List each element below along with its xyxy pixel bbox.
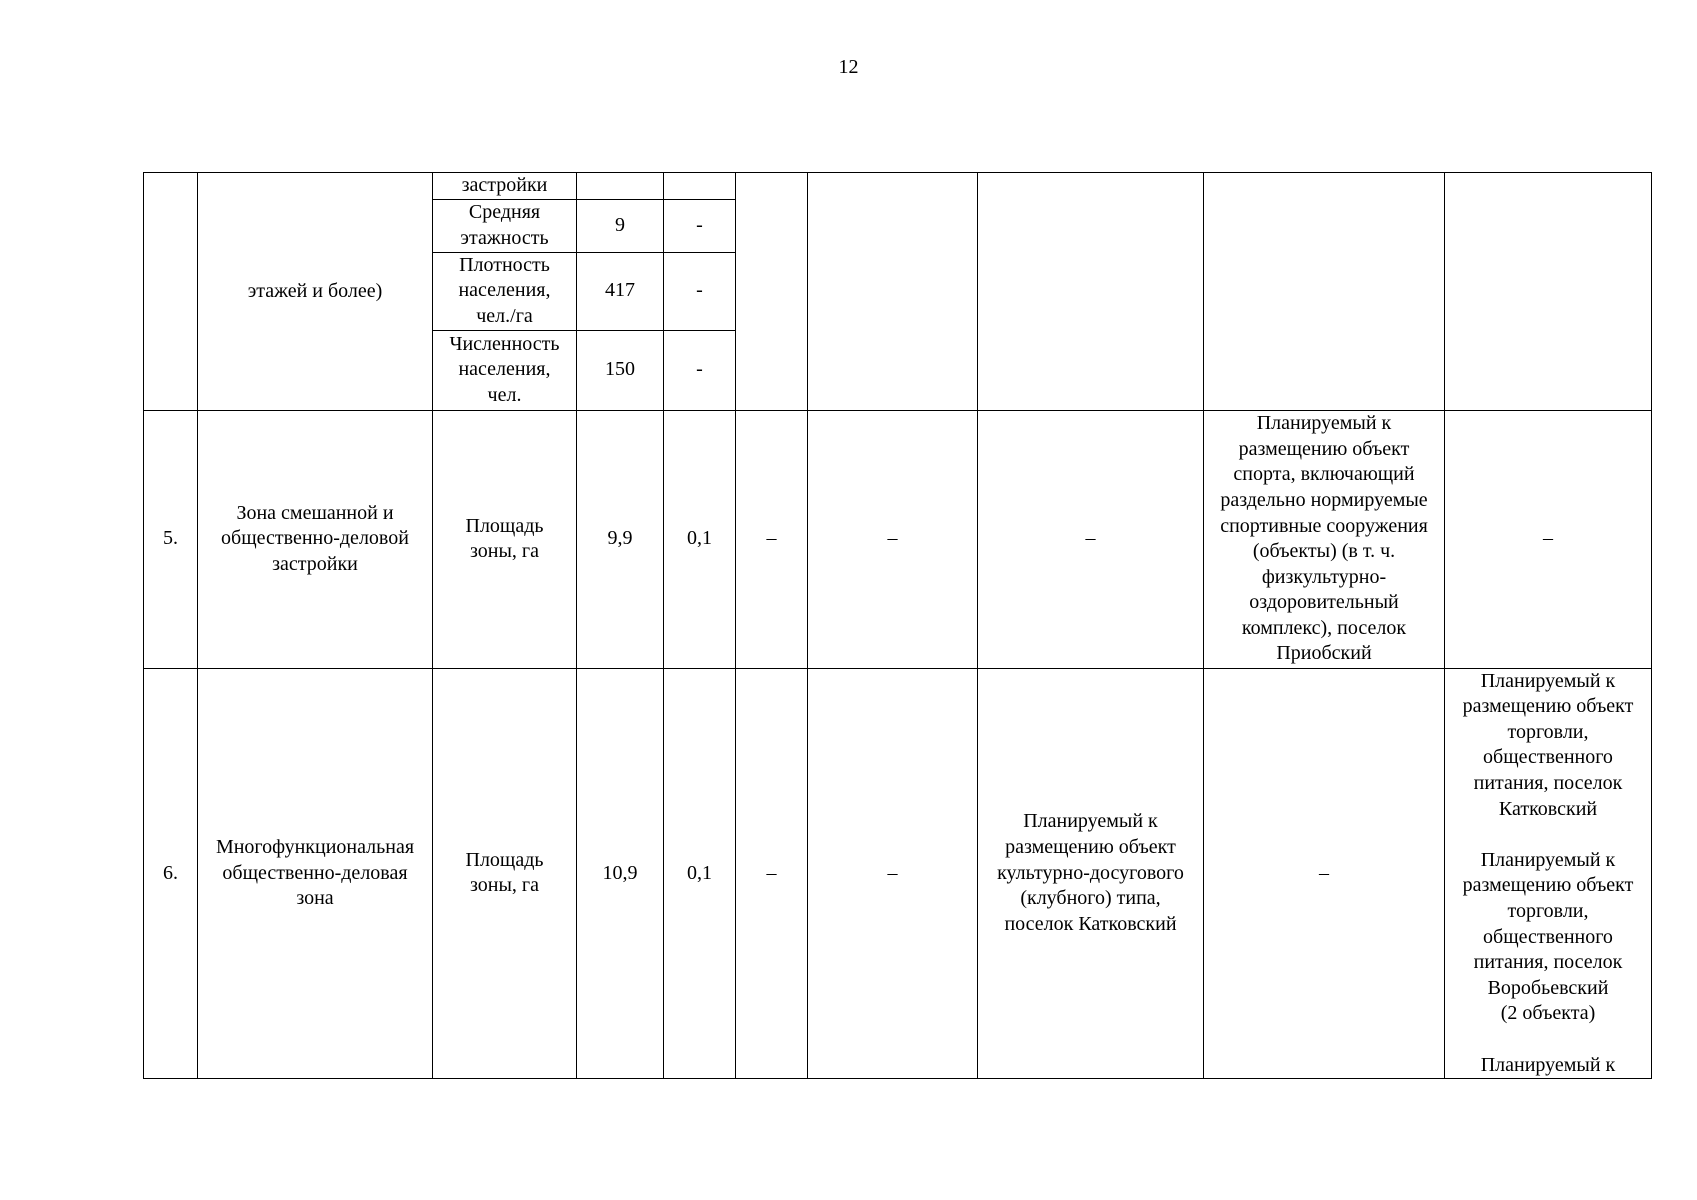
cell-c6: –: [736, 410, 808, 668]
cell-num: 6.: [144, 668, 198, 1079]
cell-extra: -: [664, 199, 736, 252]
cell-extra: -: [664, 252, 736, 330]
cell-c8: Планируемый к размещению объект культурно-досугового (клубного) типа, поселок Катковский: [978, 668, 1204, 1079]
cell-value: 10,9: [577, 668, 664, 1079]
cell-c8: –: [978, 410, 1204, 668]
cell-zone: Зона смешанной и общественно-деловой застройки: [198, 410, 433, 668]
cell-indicator: Плотность населения, чел./га: [433, 252, 577, 330]
table-row: [144, 410, 1652, 668]
cell-c7: –: [808, 668, 978, 1079]
cell-c10: Планируемый к размещению объект торговли, общественного питания, поселок Катковский Планируемый к размещению объект торговли, общественного питания, поселок Воробьевский (2 объекта) Планируемый к: [1445, 668, 1652, 1079]
page-number: 12: [838, 56, 859, 78]
table-row: [144, 173, 1652, 200]
cell-c6: –: [736, 668, 808, 1079]
cell-c6: [736, 173, 808, 411]
cell-zone: Многофункциональная общественно-деловая зона: [198, 668, 433, 1079]
cell-value: 9,9: [577, 410, 664, 668]
cell-zone: этажей и более): [198, 173, 433, 411]
cell-extra: 0,1: [664, 410, 736, 668]
cell-indicator: Площадь зоны, га: [433, 668, 577, 1079]
cell-extra: -: [664, 330, 736, 410]
cell-c9: Планируемый к размещению объект спорта, включающий раздельно нормируемые спортивные сооружения (объекты) (в т. ч. физкультурно- оздоровительный комплекс), поселок Приобский: [1204, 410, 1445, 668]
zones-table: [143, 172, 1652, 1079]
cell-value: 150: [577, 330, 664, 410]
cell-extra: [664, 173, 736, 200]
table-row: [144, 668, 1652, 1079]
cell-c8: [978, 173, 1204, 411]
cell-c9: [1204, 173, 1445, 411]
cell-c10: –: [1445, 410, 1652, 668]
cell-value: 417: [577, 252, 664, 330]
cell-indicator: застройки: [433, 173, 577, 200]
cell-value: [577, 173, 664, 200]
cell-indicator: Площадь зоны, га: [433, 410, 577, 668]
cell-indicator: Численность населения, чел.: [433, 330, 577, 410]
cell-indicator: Средняя этажность: [433, 199, 577, 252]
cell-num: [144, 173, 198, 411]
cell-num: 5.: [144, 410, 198, 668]
cell-extra: 0,1: [664, 668, 736, 1079]
cell-c7: [808, 173, 978, 411]
cell-value: 9: [577, 199, 664, 252]
cell-c10: [1445, 173, 1652, 411]
cell-c9: –: [1204, 668, 1445, 1079]
cell-c7: –: [808, 410, 978, 668]
